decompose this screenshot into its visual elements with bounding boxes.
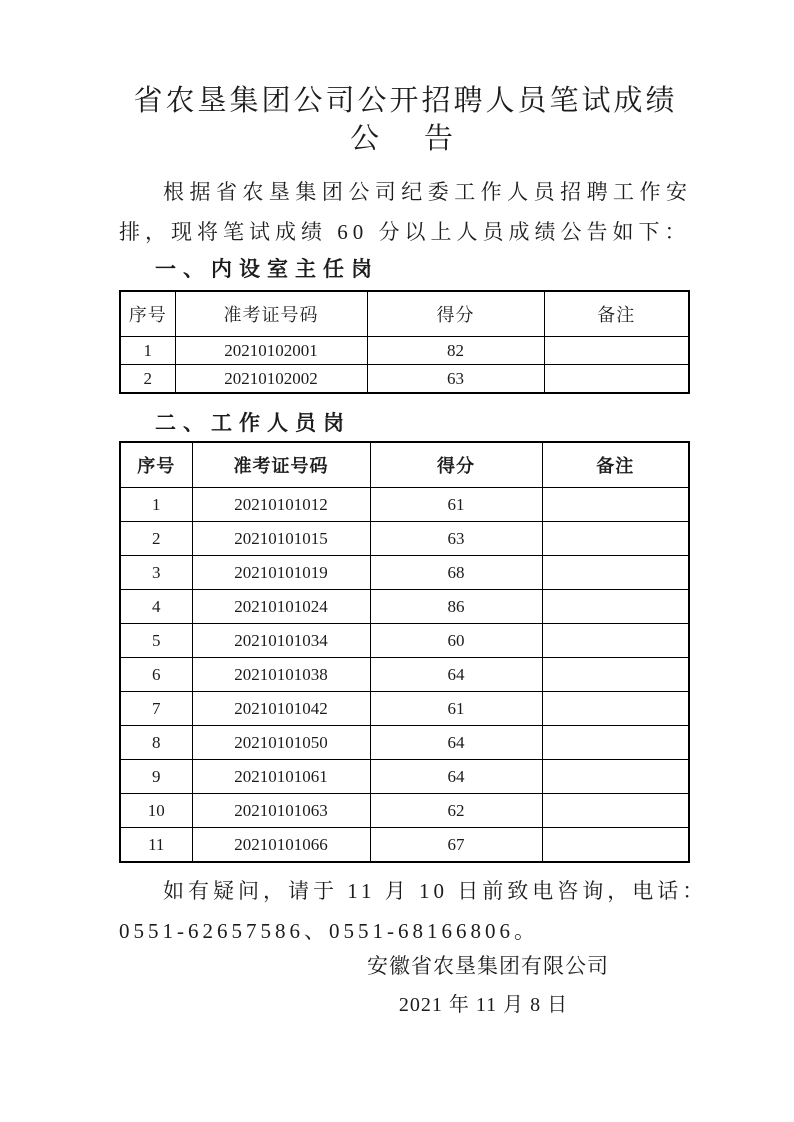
closing-paragraph	[119, 871, 708, 951]
table-cell: 68	[370, 556, 542, 590]
table-row	[120, 590, 689, 624]
table-cell	[542, 726, 689, 760]
document-title-line1: 省农垦集团公司公开招聘人员笔试成绩	[133, 85, 678, 117]
table-header-cell: 序号	[120, 442, 192, 488]
score-table-director-post	[119, 290, 690, 394]
table-cell	[542, 828, 689, 863]
table-cell	[542, 488, 689, 522]
table-cell	[542, 590, 689, 624]
table-cell	[544, 365, 689, 394]
table-cell	[542, 522, 689, 556]
table-cell: 11	[120, 828, 192, 863]
table-cell: 2	[120, 365, 175, 394]
table-row	[120, 760, 689, 794]
table-cell	[542, 794, 689, 828]
table-cell: 5	[120, 624, 192, 658]
table-cell: 6	[120, 658, 192, 692]
table-cell: 82	[367, 337, 544, 365]
table-cell: 61	[370, 488, 542, 522]
table-cell	[542, 692, 689, 726]
table-cell: 86	[370, 590, 542, 624]
table-header-cell: 准考证号码	[192, 442, 370, 488]
section-heading-staff-post: 二、工作人员岗	[155, 411, 351, 435]
table-cell: 20210101015	[192, 522, 370, 556]
table-row	[120, 726, 689, 760]
document-title-line2: 公 告	[349, 123, 461, 155]
table-cell: 63	[370, 522, 542, 556]
table-cell: 63	[367, 365, 544, 394]
table-row	[120, 624, 689, 658]
table-header-cell: 备注	[542, 442, 689, 488]
table-row	[120, 337, 689, 365]
table-cell: 64	[370, 658, 542, 692]
table-row	[120, 692, 689, 726]
table-cell: 20210102001	[175, 337, 367, 365]
table-cell	[542, 760, 689, 794]
table-cell: 62	[370, 794, 542, 828]
table-cell	[542, 658, 689, 692]
table-cell: 20210101042	[192, 692, 370, 726]
table-cell: 20210101019	[192, 556, 370, 590]
table-row	[120, 488, 689, 522]
table-cell: 20210101034	[192, 624, 370, 658]
table-header-row	[120, 291, 689, 337]
table-row	[120, 794, 689, 828]
table-row	[120, 522, 689, 556]
table-cell: 9	[120, 760, 192, 794]
table-row	[120, 658, 689, 692]
closing-line-2: 0551-62657586、0551-68166806。	[119, 919, 539, 943]
table-cell: 20210101066	[192, 828, 370, 863]
table-header-cell: 得分	[370, 442, 542, 488]
table-cell: 20210101061	[192, 760, 370, 794]
intro-paragraph: 根据省农垦集团公司纪委工作人员招聘工作安排，现将笔试成绩 60 分以上人员成绩公告如下：	[119, 180, 692, 244]
table-cell	[542, 624, 689, 658]
table-cell: 3	[120, 556, 192, 590]
closing-line-1: 如有疑问，请于 11 月 10 日前致电咨询，电话：	[163, 879, 708, 903]
table-cell: 2	[120, 522, 192, 556]
table-cell	[544, 337, 689, 365]
table-cell: 1	[120, 337, 175, 365]
table-cell: 61	[370, 692, 542, 726]
signature-company: 安徽省农垦集团有限公司	[367, 954, 609, 978]
table-header-cell: 序号	[120, 291, 175, 337]
table-cell: 20210102002	[175, 365, 367, 394]
score-table-staff-post	[119, 441, 690, 863]
table-cell: 8	[120, 726, 192, 760]
table-body	[120, 337, 689, 394]
table-header-cell: 准考证号码	[175, 291, 367, 337]
table-cell: 64	[370, 760, 542, 794]
table-cell: 4	[120, 590, 192, 624]
table-cell: 60	[370, 624, 542, 658]
table-cell: 20210101063	[192, 794, 370, 828]
table-cell: 67	[370, 828, 542, 863]
table-row	[120, 828, 689, 863]
table-header-cell: 得分	[367, 291, 544, 337]
table-cell	[542, 556, 689, 590]
section-heading-director-post: 一、内设室主任岗	[155, 257, 379, 281]
signature-block	[367, 951, 609, 1019]
table-row	[120, 365, 689, 394]
table-cell: 10	[120, 794, 192, 828]
table-cell: 20210101024	[192, 590, 370, 624]
table-cell: 20210101038	[192, 658, 370, 692]
table-body	[120, 488, 689, 863]
table-header-row	[120, 442, 689, 488]
table-header-cell: 备注	[544, 291, 689, 337]
table-cell: 64	[370, 726, 542, 760]
signature-date: 2021 年 11 月 8 日	[398, 994, 569, 1016]
table-cell: 20210101050	[192, 726, 370, 760]
table-cell: 20210101012	[192, 488, 370, 522]
table-cell: 1	[120, 488, 192, 522]
table-cell: 7	[120, 692, 192, 726]
table-row	[120, 556, 689, 590]
